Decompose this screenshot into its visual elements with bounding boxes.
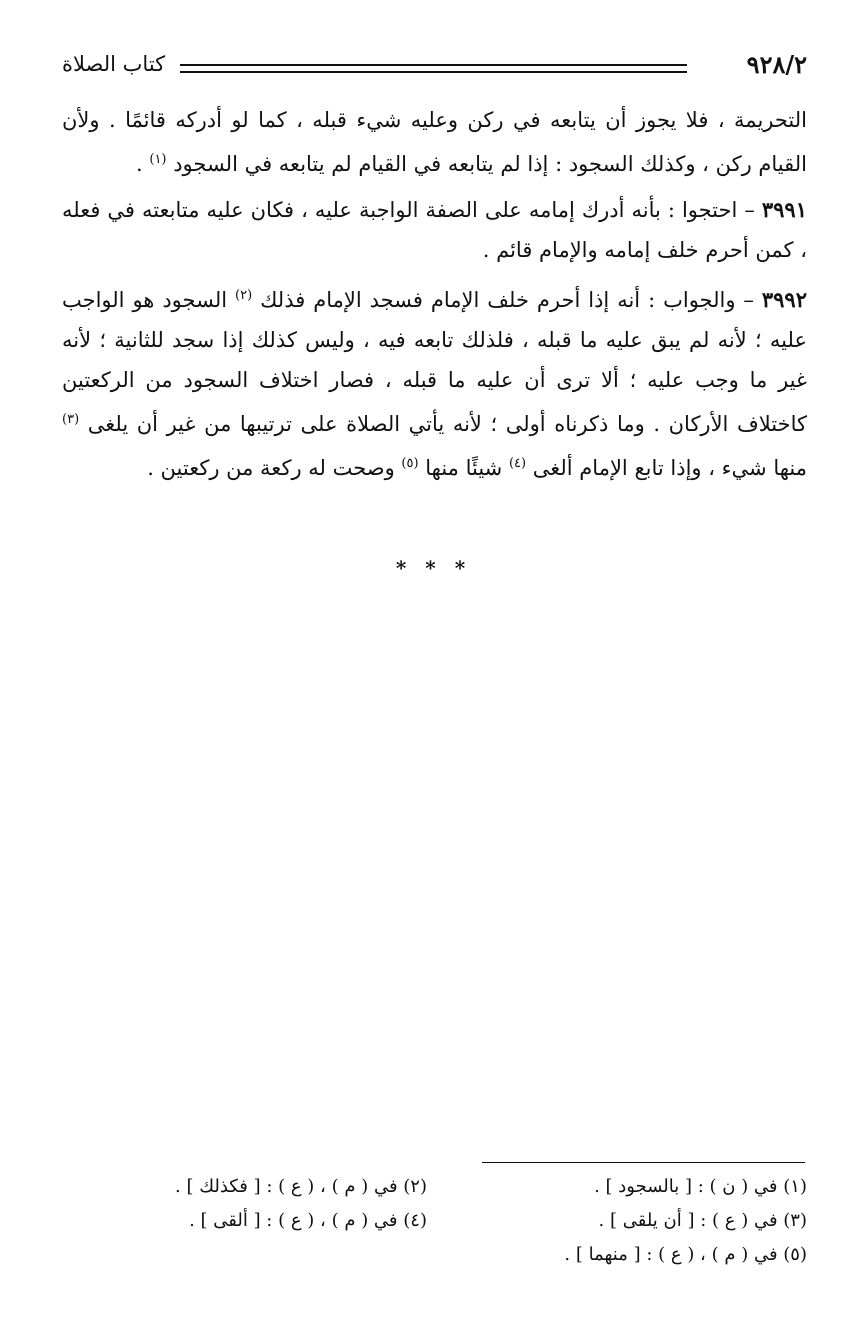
- footnote-5: (٥) في ( م ) ، ( ع ) : [ منهما ] .: [564, 1244, 807, 1265]
- paragraph-text: التحريمة ، فلا يجوز أن يتابعه في ركن وعليه شيء قبله ، كما لو أدركه قائمًا . ولأن القيام ركن ، وكذلك السجود : إذا لم يتابعه في القيام لم يتابعه في السجود: [62, 108, 807, 176]
- section-separator: * * *: [395, 556, 472, 580]
- footnote-3: (٣) في ( ع ) : [ أن يلقى ] .: [598, 1210, 807, 1231]
- header-double-rule: [180, 64, 687, 73]
- issue-number: ٣٩٩٢: [761, 287, 807, 312]
- paragraph-3992: [62, 276, 807, 488]
- footnote-row: [110, 1210, 807, 1244]
- footnotes: [110, 1176, 807, 1278]
- footnote-ref-4[interactable]: (٤): [508, 456, 527, 471]
- page-number: ٩٢٨/٢: [746, 50, 807, 79]
- footnote-rule: [482, 1162, 805, 1163]
- paragraph-text: وصحت له ركعة من ركعتين .: [147, 456, 402, 480]
- issue-number: ٣٩٩١: [761, 197, 807, 222]
- footnote-ref-1[interactable]: (١): [149, 152, 167, 167]
- footnote-row: [110, 1176, 807, 1210]
- paragraph-continuation: [62, 100, 807, 184]
- page-header: [62, 50, 807, 86]
- footnote-ref-3[interactable]: (٣): [62, 412, 80, 427]
- paragraph-text: السجود هو الواجب عليه ؛ لأنه لم يبق عليه ما قبله ، فلذلك تابعه فيه ، وليس كذلك إذا سجد للثانية ؛ لأنه غير ما وجب عليه ؛ ألا ترى أن عليه ما قبله ، فصار اختلاف السجود من الركعتين كاختلاف الأركان . وما ذكرناه أولى ؛ لأنه يأتي الصلاة على ترتيبها من غير أن يلغى: [62, 288, 807, 436]
- paragraph-3991: [62, 190, 807, 270]
- footnote-ref-2[interactable]: (٢): [235, 288, 253, 303]
- running-title: كتاب الصلاة: [62, 52, 166, 76]
- footnote-row: [110, 1244, 807, 1278]
- paragraph-text: – احتجوا : بأنه أدرك إمامه على الصفة الواجبة عليه ، فكان عليه متابعته في فعله ، كمن أحرم خلف إمامه والإمام قائم .: [62, 198, 807, 262]
- main-text: [62, 100, 807, 494]
- paragraph-text: منها شيء ، وإذا تابع الإمام ألغى: [532, 456, 807, 480]
- paragraph-end: .: [136, 152, 150, 176]
- footnote-ref-5[interactable]: (٥): [401, 456, 419, 471]
- paragraph-text: – والجواب : أنه إذا أحرم خلف الإمام فسجد الإمام فذلك: [260, 288, 762, 312]
- footnote-4: (٤) في ( م ) ، ( ع ) : [ ألقى ] .: [189, 1210, 427, 1231]
- footnote-1: (١) في ( ن ) : [ بالسجود ] .: [594, 1176, 807, 1197]
- footnote-2: (٢) في ( م ) ، ( ع ) : [ فكذلك ] .: [175, 1176, 427, 1197]
- paragraph-text: شيئًا منها: [425, 456, 509, 480]
